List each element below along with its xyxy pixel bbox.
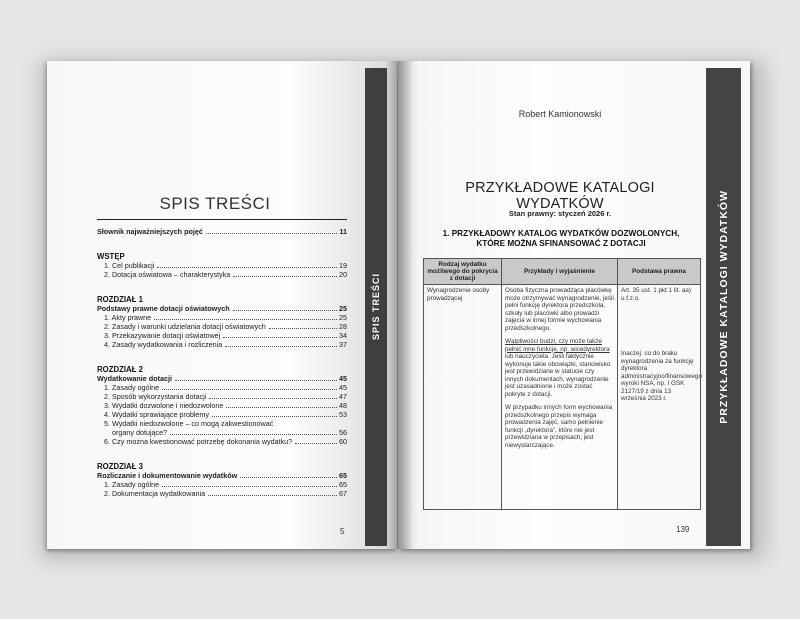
toc-glossary: Słownik najważniejszych pojęć 11 <box>97 227 347 236</box>
table-cell: Osoba fizyczna prowadząca placówkę może otrzymywać wynagrodzenie, jeśli pełni funkcję dyrektora przedszkola, szkoły lub placówki albo prowadzi zajęcia w innej formie wychowania przedszkolnego. Wątpliwości budzi, czy może także pełnić inne funkcje, np. wicedyrektora lub nauczyciela. Jeśli faktycznie wykonuje takie obowiązki, stanowisko jest przewidziane w statucie czy innych dokumentach, wynagrodzenie jest uzasadnione i może zostać pokryte z dotacji. W przypadku innych form wychowania przedszkolnego przepis wymaga prowadzenia zajęć, samo pełnienie funkcji „dyrektora”, które nie jest przewidziana w przepisach, jest niewystarczające. <box>502 285 618 510</box>
author-name: Robert Kamionowski <box>518 109 602 119</box>
table-header: Przykłady i wyjaśnienie <box>502 259 618 285</box>
catalog-title: PRZYKŁADOWE KATALOGI WYDATKÓW <box>465 180 655 212</box>
legal-state: Stan prawny: styczeń 2026 r. <box>508 209 612 218</box>
left-side-tab <box>365 68 387 546</box>
right-side-tab-label: PRZYKŁADOWE KATALOGI WYDATKÓW <box>717 190 730 424</box>
toc-entry: 1. Zasady ogólne 45 <box>104 383 347 392</box>
left-side-tab-label: SPIS TREŚCI <box>371 273 381 341</box>
table-header: Podstawa prawna <box>618 259 701 285</box>
toc-intro-heading: WSTĘP <box>97 252 125 261</box>
toc-entry: 5. Wydatki niedozwolone – co mogą zakwestionować <box>104 419 274 428</box>
right-side-tab <box>706 68 741 546</box>
toc-entry: 1. Zasady ogólne 65 <box>104 480 347 489</box>
toc-chapter3-heading: ROZDZIAŁ 3 <box>97 462 143 471</box>
toc-entry: 1. Akty prawne 25 <box>104 313 347 322</box>
toc-chapter1-heading: ROZDZIAŁ 1 <box>97 295 143 304</box>
toc-chapter2-title: Wydatkowanie dotacji 45 <box>97 374 347 383</box>
toc-chapter2-heading: ROZDZIAŁ 2 <box>97 365 143 374</box>
toc-title: SPIS TREŚCI <box>159 194 271 213</box>
toc-entry: 3. Przekazywanie dotacji oświatowej 34 <box>104 331 347 340</box>
toc-entry: 2. Sposób wykorzystania dotacji 47 <box>104 392 347 401</box>
expense-table <box>423 258 701 510</box>
section-heading: 1. PRZYKŁADOWY KATALOG WYDATKÓW DOZWOLONYCH, KTÓRE MOŻNA SFINANSOWAĆ Z DOTACJI <box>442 229 680 248</box>
table-header: Rodzaj wydatku możliwego do pokrycia z dotacji <box>424 259 502 285</box>
left-page-number: 5 <box>340 527 345 536</box>
toc-entry: 1. Cel publikacji 19 <box>104 261 347 270</box>
toc-entry: 4. Zasady wydatkowania i rozliczenia 37 <box>104 340 347 349</box>
table-row <box>424 285 701 510</box>
table-header-row <box>424 259 701 285</box>
toc-entry: organy dotujące? 56 <box>112 428 347 437</box>
spine-shadow <box>385 61 413 549</box>
table-cell: Wynagrodzenie osoby prowadzącej <box>424 285 502 510</box>
toc-entry: 6. Czy można kwestionować potrzebę dokonania wydatku? 60 <box>104 437 347 446</box>
toc-entry: 3. Wydatki dozwolone i niedozwolone 48 <box>104 401 347 410</box>
toc-entry: 2. Dokumentacja wydatkowania 67 <box>104 489 347 498</box>
right-page-number: 139 <box>676 525 690 534</box>
toc-chapter3-title: Rozliczanie i dokumentowanie wydatków 65 <box>97 471 347 480</box>
toc-entry: 4. Wydatki sprawiające problemy 53 <box>104 410 347 419</box>
toc-entry: 2. Zasady i warunki udzielania dotacji oświatowych 28 <box>104 322 347 331</box>
table-cell: Art. 35 ust. 1 pkt 1 lit. aa) u.f.z.o. Inaczej: co do braku wynagrodzenia za funkcję dyrektora administracyjno/finansowego wyroki NSA, np. I GSK 2127/19 z dnia 13 września 2023 r. <box>618 285 701 510</box>
toc-rule <box>97 219 347 220</box>
toc-chapter1-title: Podstawy prawne dotacji oświatowych 25 <box>97 304 347 313</box>
toc-entry: 2. Dotacja oświatowa – charakterystyka 20 <box>104 270 347 279</box>
